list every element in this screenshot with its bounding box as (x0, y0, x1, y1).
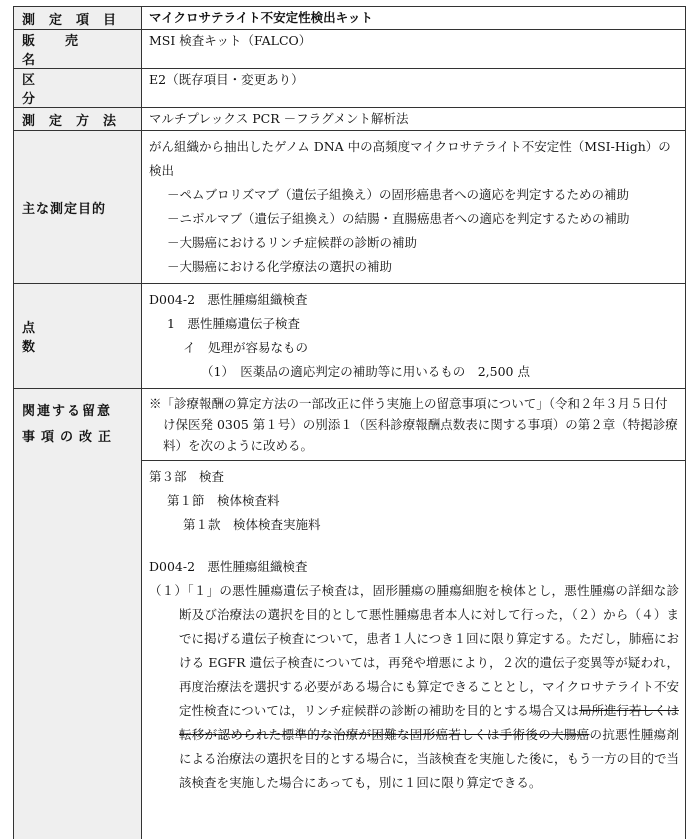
label-method (14, 108, 142, 131)
value-test-item: マイクロサテライト不安定性検出キット (142, 7, 686, 30)
notes-section: 第１節 検体検査料 (149, 489, 679, 513)
points-line: イ 処理が容易なもの (149, 336, 679, 360)
value-method: マルチプレックス PCR －フラグメント解析法 (142, 108, 686, 131)
label-sales-name-wrap (22, 30, 135, 68)
label-text: 測定項目 (22, 9, 130, 28)
label-purpose-wrap (22, 131, 135, 283)
label-text: 測定方法 (22, 110, 130, 129)
notes-heading: D004-2 悪性腫瘍組織検査 (149, 555, 679, 579)
label-test-item (14, 7, 142, 30)
label-text: 販売名 (22, 30, 135, 68)
label-test-item-text (22, 7, 135, 29)
row-sales-name (14, 30, 686, 69)
row-method (14, 108, 686, 131)
test-info-table (13, 6, 686, 839)
notes-part: 第３部 検査 (149, 465, 679, 489)
value-notes-body (142, 461, 686, 839)
purpose-item: －大腸癌における化学療法の選択の補助 (149, 255, 679, 279)
value-purpose (142, 131, 686, 284)
notes-paragraph (149, 579, 679, 795)
row-test-item (14, 7, 686, 30)
row-purpose (14, 131, 686, 284)
points-line: 1 悪性腫瘍遺伝子検査 (149, 312, 679, 336)
purpose-item: －ペムブロリズマブ（遺伝子組換え）の固形癌患者への適応を判定するための補助 (149, 183, 679, 207)
paragraph-text: （１）「１」の悪性腫瘍遺伝子検査は，固形腫瘍の腫瘍細胞を検体とし，悪性腫瘍の詳細な診断及び治療法の選択を目的として悪性腫瘍患者本人に対して行った，（２）から（４）までに掲げる遺伝子検査について，患者１人につき１回に限り算定する。ただし，肺癌における EGFR 遺伝子検査については，再発や増悪により，２次的遺伝子変異等が疑われ，再度治療法を選択する必要がある場合にも算定できることとし，マイクロサテライト不安定性検査については，リンチ症候群の診断の補助を目的とする場合又は (149, 583, 679, 718)
purpose-item: －ニボルマブ（遺伝子組換え）の結腸・直腸癌患者への適応を判定するための補助 (149, 207, 679, 231)
label-points (14, 284, 142, 389)
value-category: E2（既存項目・変更あり） (142, 69, 686, 108)
label-text: 点数 (22, 317, 135, 355)
label-points-wrap (22, 284, 135, 388)
label-sales-name (14, 30, 142, 69)
document (13, 6, 686, 839)
label-text: 主な測定目的 (22, 198, 106, 217)
notes-subsection: 第１款 検体検査実施料 (149, 513, 679, 537)
label-text: 区分 (22, 69, 135, 107)
label-notes-wrap (22, 389, 135, 451)
notes-reference: ※「診療報酬の算定方法の一部改正に伴う実施上の留意事項について」（令和２年３月５日付け保医発 0305 第１号）の別添１（医科診療報酬点数表に関する事項）の第２章（特掲診療料）を次のように改める。 (149, 393, 679, 456)
purpose-intro: がん組織から抽出したゲノム DNA 中の高頻度マイクロサテライト不安定性（MSI-High）の検出 (149, 135, 679, 183)
spacer (149, 537, 679, 555)
label-text: 事項の改正 (22, 425, 135, 451)
label-purpose (14, 131, 142, 284)
label-category (14, 69, 142, 108)
points-line: （1） 医薬品の適応判定の補助等に用いるもの 2,500 点 (149, 360, 679, 384)
points-line: D004-2 悪性腫瘍組織検査 (149, 288, 679, 312)
value-notes-reference (142, 389, 686, 461)
value-sales-name: MSI 検査キット（FALCO） (142, 30, 686, 69)
row-category (14, 69, 686, 108)
paragraph-text: の抗悪性腫瘍剤による治療法の選択を目的とする場合に，当該検査を実施した後に，もう一方の目的で当該検査を実施した場合にあっても，別に１回に限り算定できる。 (179, 727, 679, 790)
struck-text: 局所進行若しくは転移が認められた標準的な治療が困難な固形癌若しくは手術後の大腸癌 (179, 703, 679, 742)
label-text: 関連する留意 (22, 399, 135, 425)
row-points (14, 284, 686, 389)
label-notes (14, 389, 142, 839)
label-method-wrap (22, 108, 135, 130)
row-notes-reference (14, 389, 686, 461)
purpose-item: －大腸癌におけるリンチ症候群の診断の補助 (149, 231, 679, 255)
value-points (142, 284, 686, 389)
label-category-wrap (22, 69, 135, 107)
